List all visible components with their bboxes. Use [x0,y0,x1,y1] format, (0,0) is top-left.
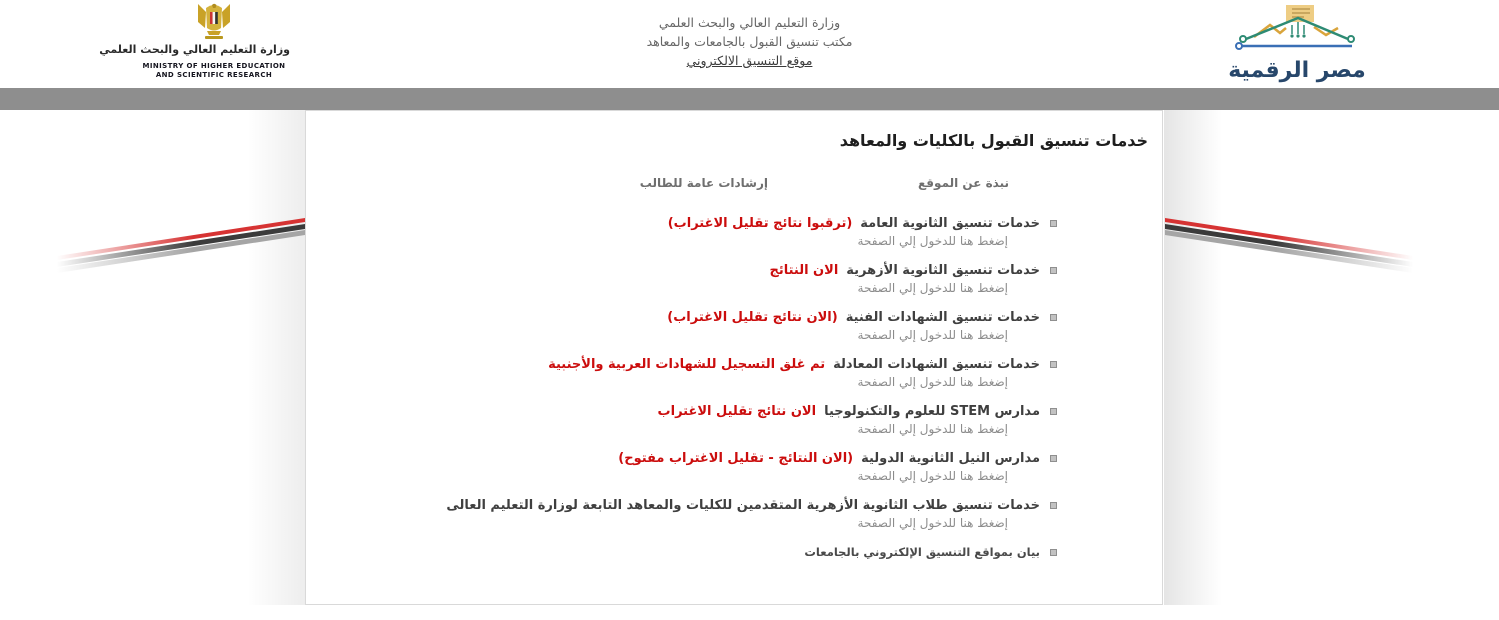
service-title[interactable]: مدارس النيل الثانوية الدولية [861,451,1040,466]
service-item-thanawiya-amma [320,216,1057,248]
service-enter-link[interactable]: إضغط هنا للدخول إلي الصفحة [857,422,1008,436]
service-status: الان نتائج تقليل الاغتراب [657,404,817,419]
service-item-technical [320,310,1057,342]
service-title[interactable]: مدارس STEM للعلوم والتكنولوجيا [824,404,1040,419]
list-bullet-icon [1050,502,1057,509]
digital-egypt-icon [1234,38,1360,57]
service-enter-link[interactable]: إضغط هنا للدخول إلي الصفحة [857,328,1008,342]
digital-egypt-logo [1222,3,1372,84]
list-bullet-icon [1050,220,1057,227]
service-enter-link[interactable]: إضغط هنا للدخول إلي الصفحة [857,234,1008,248]
header-divider-bar [0,88,1499,110]
services-list [320,216,1057,559]
service-status: (ترقبوا نتائج تقليل الاغتراب) [667,216,853,231]
service-item-universities-sites [320,545,1057,559]
service-item-azhar [320,263,1057,295]
service-status: (الان النتائج - تقليل الاغتراب مفتوح) [618,451,854,466]
header [0,0,1499,88]
service-enter-link[interactable]: إضغط هنا للدخول إلي الصفحة [857,516,1008,530]
header-center [647,13,853,70]
service-title[interactable]: خدمات تنسيق الثانوية العامة [860,216,1040,231]
student-guidelines-link[interactable]: إرشادات عامة للطالب [639,176,768,190]
flag-ribbon-left-icon [57,212,305,278]
list-bullet-icon [1050,267,1057,274]
ministry-logo [99,2,290,79]
list-bullet-icon [1050,455,1057,462]
top-links-row [320,176,1148,190]
content-box [305,110,1163,605]
left-box-shadow [247,110,305,605]
about-site-link[interactable]: نبذة عن الموقع [917,176,1009,190]
right-box-shadow [1164,110,1222,605]
service-title[interactable]: خدمات تنسيق الشهادات المعادلة [833,357,1040,372]
list-bullet-icon [1050,549,1057,556]
service-title[interactable]: خدمات تنسيق الثانوية الأزهرية [846,263,1040,278]
list-bullet-icon [1050,408,1057,415]
tansik-office-line: مكتب تنسيق القبول بالجامعات والمعاهد [646,34,853,49]
service-status: الان النتائج [769,263,839,278]
service-enter-link[interactable]: إضغط هنا للدخول إلي الصفحة [857,469,1008,483]
ministry-title-line: وزارة التعليم العالي والبحث العلمي [658,15,841,30]
tansik-site-link[interactable]: موقع التنسيق الالكتروني [686,53,813,68]
service-item-equivalent [320,357,1057,389]
digital-egypt-label: مصر الرقمية [1228,58,1366,83]
service-item-azhar-students [320,498,1057,530]
list-bullet-icon [1050,314,1057,321]
ministry-english-name: MINISTRY OF HIGHER EDUCATION AND SCIENTIFIC RESEARCH [142,62,286,79]
eagle-emblem-icon [138,2,290,40]
service-status: تم غلق التسجيل للشهادات العربية والأجنبية [548,357,826,372]
service-enter-link[interactable]: إضغط هنا للدخول إلي الصفحة [857,375,1008,389]
page-title: خدمات تنسيق القبول بالكليات والمعاهد [839,131,1148,150]
service-enter-link[interactable]: إضغط هنا للدخول إلي الصفحة [857,281,1008,295]
service-title[interactable]: خدمات تنسيق الشهادات الفنية [845,310,1040,325]
service-status: (الان نتائج تقليل الاغتراب) [667,310,838,325]
service-item-nile-schools [320,451,1057,483]
list-bullet-icon [1050,361,1057,368]
flag-ribbon-right-icon [1165,212,1413,278]
service-title[interactable]: بيان بمواقع التنسيق الإلكتروني بالجامعات [804,545,1040,559]
ministry-calligraphy: وزارة التعليم العالي والبحث العلمي [99,43,290,56]
service-title[interactable]: خدمات تنسيق طلاب الثانوية الأزهرية المتقدمين للكليات والمعاهد التابعة لوزارة التعليم العالى [446,498,1040,513]
service-item-stem [320,404,1057,436]
